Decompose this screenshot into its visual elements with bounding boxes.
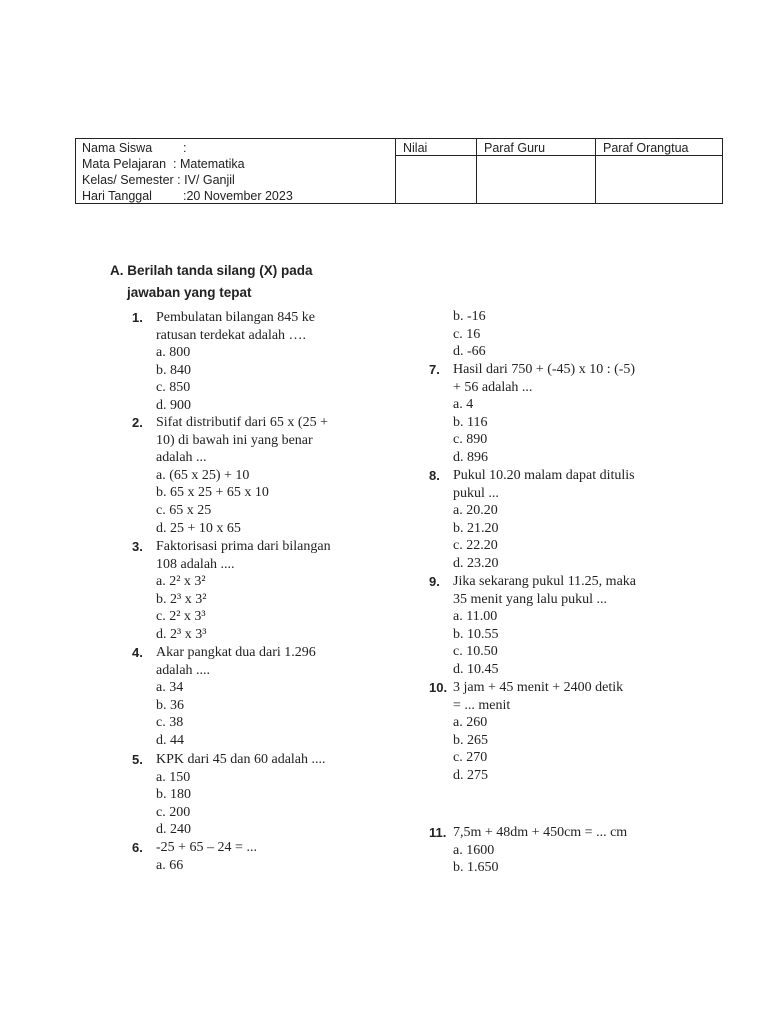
question-stem: pukul ... [453, 485, 499, 501]
section-title-line1: A. Berilah tanda silang (X) pada [110, 263, 313, 278]
question-stem: 10) di bawah ini yang benar [156, 432, 313, 448]
option-b[interactable]: b. 21.20 [453, 520, 499, 536]
paraf-guru-header: Paraf Guru [484, 141, 546, 155]
question-number: 3. [132, 539, 143, 554]
question-stem: Akar pangkat dua dari 1.296 [156, 645, 316, 660]
identity-table [75, 138, 723, 204]
option-d[interactable]: d. 10.45 [453, 661, 499, 677]
student-info [82, 140, 293, 204]
question-8 [429, 467, 635, 573]
option-a[interactable]: a. 800 [156, 345, 191, 361]
table-divider [595, 139, 596, 203]
option-d[interactable]: d. 23.20 [453, 555, 499, 571]
question-number: 1. [132, 310, 143, 325]
option-a[interactable]: a. 260 [453, 715, 488, 731]
question-stem: adalah .... [156, 662, 211, 678]
question-9 [429, 573, 636, 679]
option-b[interactable]: b. -16 [453, 309, 486, 324]
option-d[interactable]: d. 2³ x 3³ [156, 626, 207, 642]
option-a[interactable]: a. 34 [156, 680, 184, 696]
section-title [110, 260, 313, 304]
option-a[interactable]: a. 66 [156, 857, 184, 873]
question-number: 2. [132, 415, 143, 430]
question-stem: adalah ... [156, 450, 207, 466]
question-stem: Pukul 10.20 malam dapat ditulis [453, 468, 635, 483]
question-stem: Hasil dari 750 + (-45) x 10 : (-5) [453, 362, 636, 377]
nilai-header: Nilai [403, 141, 428, 155]
option-d[interactable]: d. 900 [156, 397, 191, 413]
option-a[interactable]: a. 20.20 [453, 503, 498, 519]
question-number: 7. [429, 362, 440, 377]
option-c[interactable]: c. 10.50 [453, 644, 498, 660]
option-a[interactable]: a. 1600 [453, 842, 495, 858]
question-number: 9. [429, 574, 440, 589]
question-stem: KPK dari 45 dan 60 adalah .... [156, 752, 326, 767]
option-d[interactable]: d. 240 [156, 822, 191, 838]
hari-tanggal-label: Hari Tanggal [82, 189, 152, 203]
option-c[interactable]: c. 22.20 [453, 538, 498, 554]
option-d[interactable]: d. 44 [156, 732, 184, 748]
question-stem: Pembulatan bilangan 845 ke [156, 310, 316, 325]
question-5 [132, 751, 326, 839]
question-number: 10. [429, 680, 448, 695]
option-c[interactable]: c. 200 [156, 804, 191, 820]
option-a[interactable]: a. 4 [453, 397, 474, 413]
option-c[interactable]: c. 270 [453, 750, 488, 766]
question-stem: -25 + 65 – 24 = ... [156, 840, 257, 855]
option-b[interactable]: b. 265 [453, 732, 488, 748]
question-stem: 3 jam + 45 menit + 2400 detik [453, 680, 624, 695]
option-b[interactable]: b. 180 [156, 787, 191, 803]
nama-siswa-label: Nama Siswa [82, 141, 153, 155]
question-stem: Sifat distributif dari 65 x (25 + [156, 415, 328, 430]
option-b[interactable]: b. 2³ x 3² [156, 591, 207, 607]
question-3 [132, 538, 331, 644]
nama-siswa-colon: : [183, 141, 187, 155]
question-stem: 7,5m + 48dm + 450cm = ... cm [453, 825, 628, 840]
question-1 [132, 309, 316, 415]
hari-tanggal-value: :20 November 2023 [183, 189, 293, 203]
option-d[interactable]: d. 275 [453, 767, 488, 783]
question-stem: Faktorisasi prima dari bilangan [156, 539, 331, 554]
option-a[interactable]: a. 150 [156, 769, 191, 785]
option-c[interactable]: c. 65 x 25 [156, 502, 212, 518]
question-11 [429, 824, 628, 877]
paraf-orangtua-header: Paraf Orangtua [603, 141, 689, 155]
question-number: 6. [132, 840, 143, 855]
question-6 [132, 839, 257, 874]
question-number: 8. [429, 468, 440, 483]
option-d[interactable]: d. 25 + 10 x 65 [156, 520, 241, 536]
option-b[interactable]: b. 840 [156, 362, 191, 378]
question-stem: Jika sekarang pukul 11.25, maka [453, 574, 636, 589]
question-number: 11. [429, 825, 447, 840]
option-c[interactable]: c. 16 [453, 326, 481, 342]
question-stem: ratusan terdekat adalah …. [156, 327, 307, 343]
option-c[interactable]: c. 890 [453, 432, 488, 448]
question-10 [429, 679, 624, 785]
option-a[interactable]: a. 11.00 [453, 609, 498, 625]
mata-pelajaran-label: Mata Pelajaran : Matematika [82, 157, 245, 171]
section-title-line2: jawaban yang tepat [127, 285, 252, 300]
option-c[interactable]: c. 2² x 3³ [156, 609, 206, 625]
option-d[interactable]: d. -66 [453, 344, 486, 360]
option-c[interactable]: c. 38 [156, 715, 184, 731]
option-a[interactable]: a. (65 x 25) + 10 [156, 467, 250, 483]
option-c[interactable]: c. 850 [156, 380, 191, 396]
option-a[interactable]: a. 2² x 3² [156, 574, 206, 590]
question-stem: + 56 adalah ... [453, 379, 533, 395]
question-stem: 35 menit yang lalu pukul ... [453, 591, 607, 607]
question-number: 5. [132, 752, 143, 767]
question-7 [429, 361, 636, 467]
question-stem: = ... menit [453, 697, 511, 713]
question-6-continued [453, 308, 486, 361]
option-b[interactable]: b. 116 [453, 414, 488, 430]
question-4 [132, 644, 316, 750]
table-divider [395, 139, 396, 203]
option-b[interactable]: b. 36 [156, 697, 184, 713]
question-stem: 108 adalah .... [156, 556, 235, 572]
option-b[interactable]: b. 1.650 [453, 860, 499, 876]
table-divider [476, 139, 477, 203]
option-d[interactable]: d. 896 [453, 449, 488, 465]
question-2 [132, 414, 328, 537]
option-b[interactable]: b. 65 x 25 + 65 x 10 [156, 485, 269, 501]
kelas-semester-label: Kelas/ Semester : IV/ Ganjil [82, 173, 235, 187]
question-number: 4. [132, 645, 143, 660]
option-b[interactable]: b. 10.55 [453, 626, 499, 642]
